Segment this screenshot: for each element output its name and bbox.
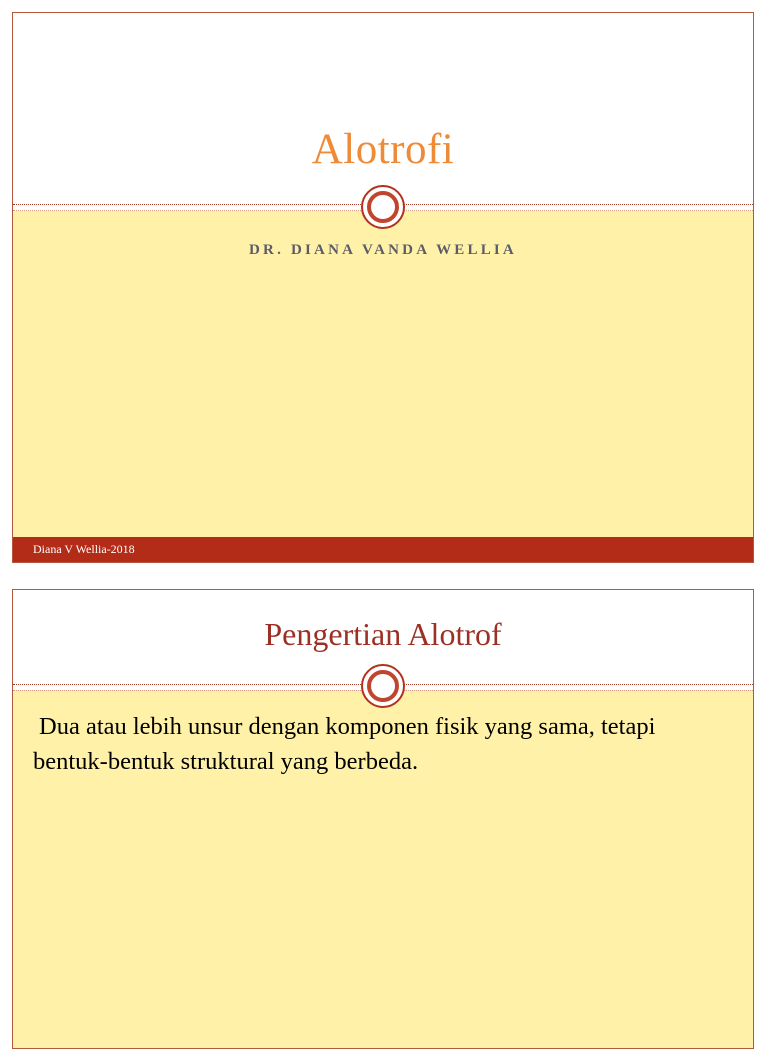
slide-body-text: Dua atau lebih unsur dengan komponen fisik yang sama, tetapi bentuk-bentuk struktural yang berbeda.: [33, 713, 656, 775]
slide-title: Alotrofi: [311, 126, 455, 173]
footer-bar: [13, 537, 753, 563]
ring-ornament-inner: [367, 191, 399, 223]
slide-subtitle: DR. DIANA VANDA WELLIA: [249, 242, 517, 258]
ring-ornament-icon: [361, 185, 405, 229]
content-slide: [12, 589, 754, 1049]
slide-body: [13, 211, 753, 537]
title-slide: [12, 12, 754, 563]
ring-ornament-inner: [367, 670, 399, 702]
slide-header: [13, 13, 753, 205]
slide-title: Pengertian Alotrof: [264, 616, 502, 652]
ring-ornament-icon: [361, 664, 405, 708]
footer-text: Diana V Wellia-2018: [33, 542, 135, 556]
